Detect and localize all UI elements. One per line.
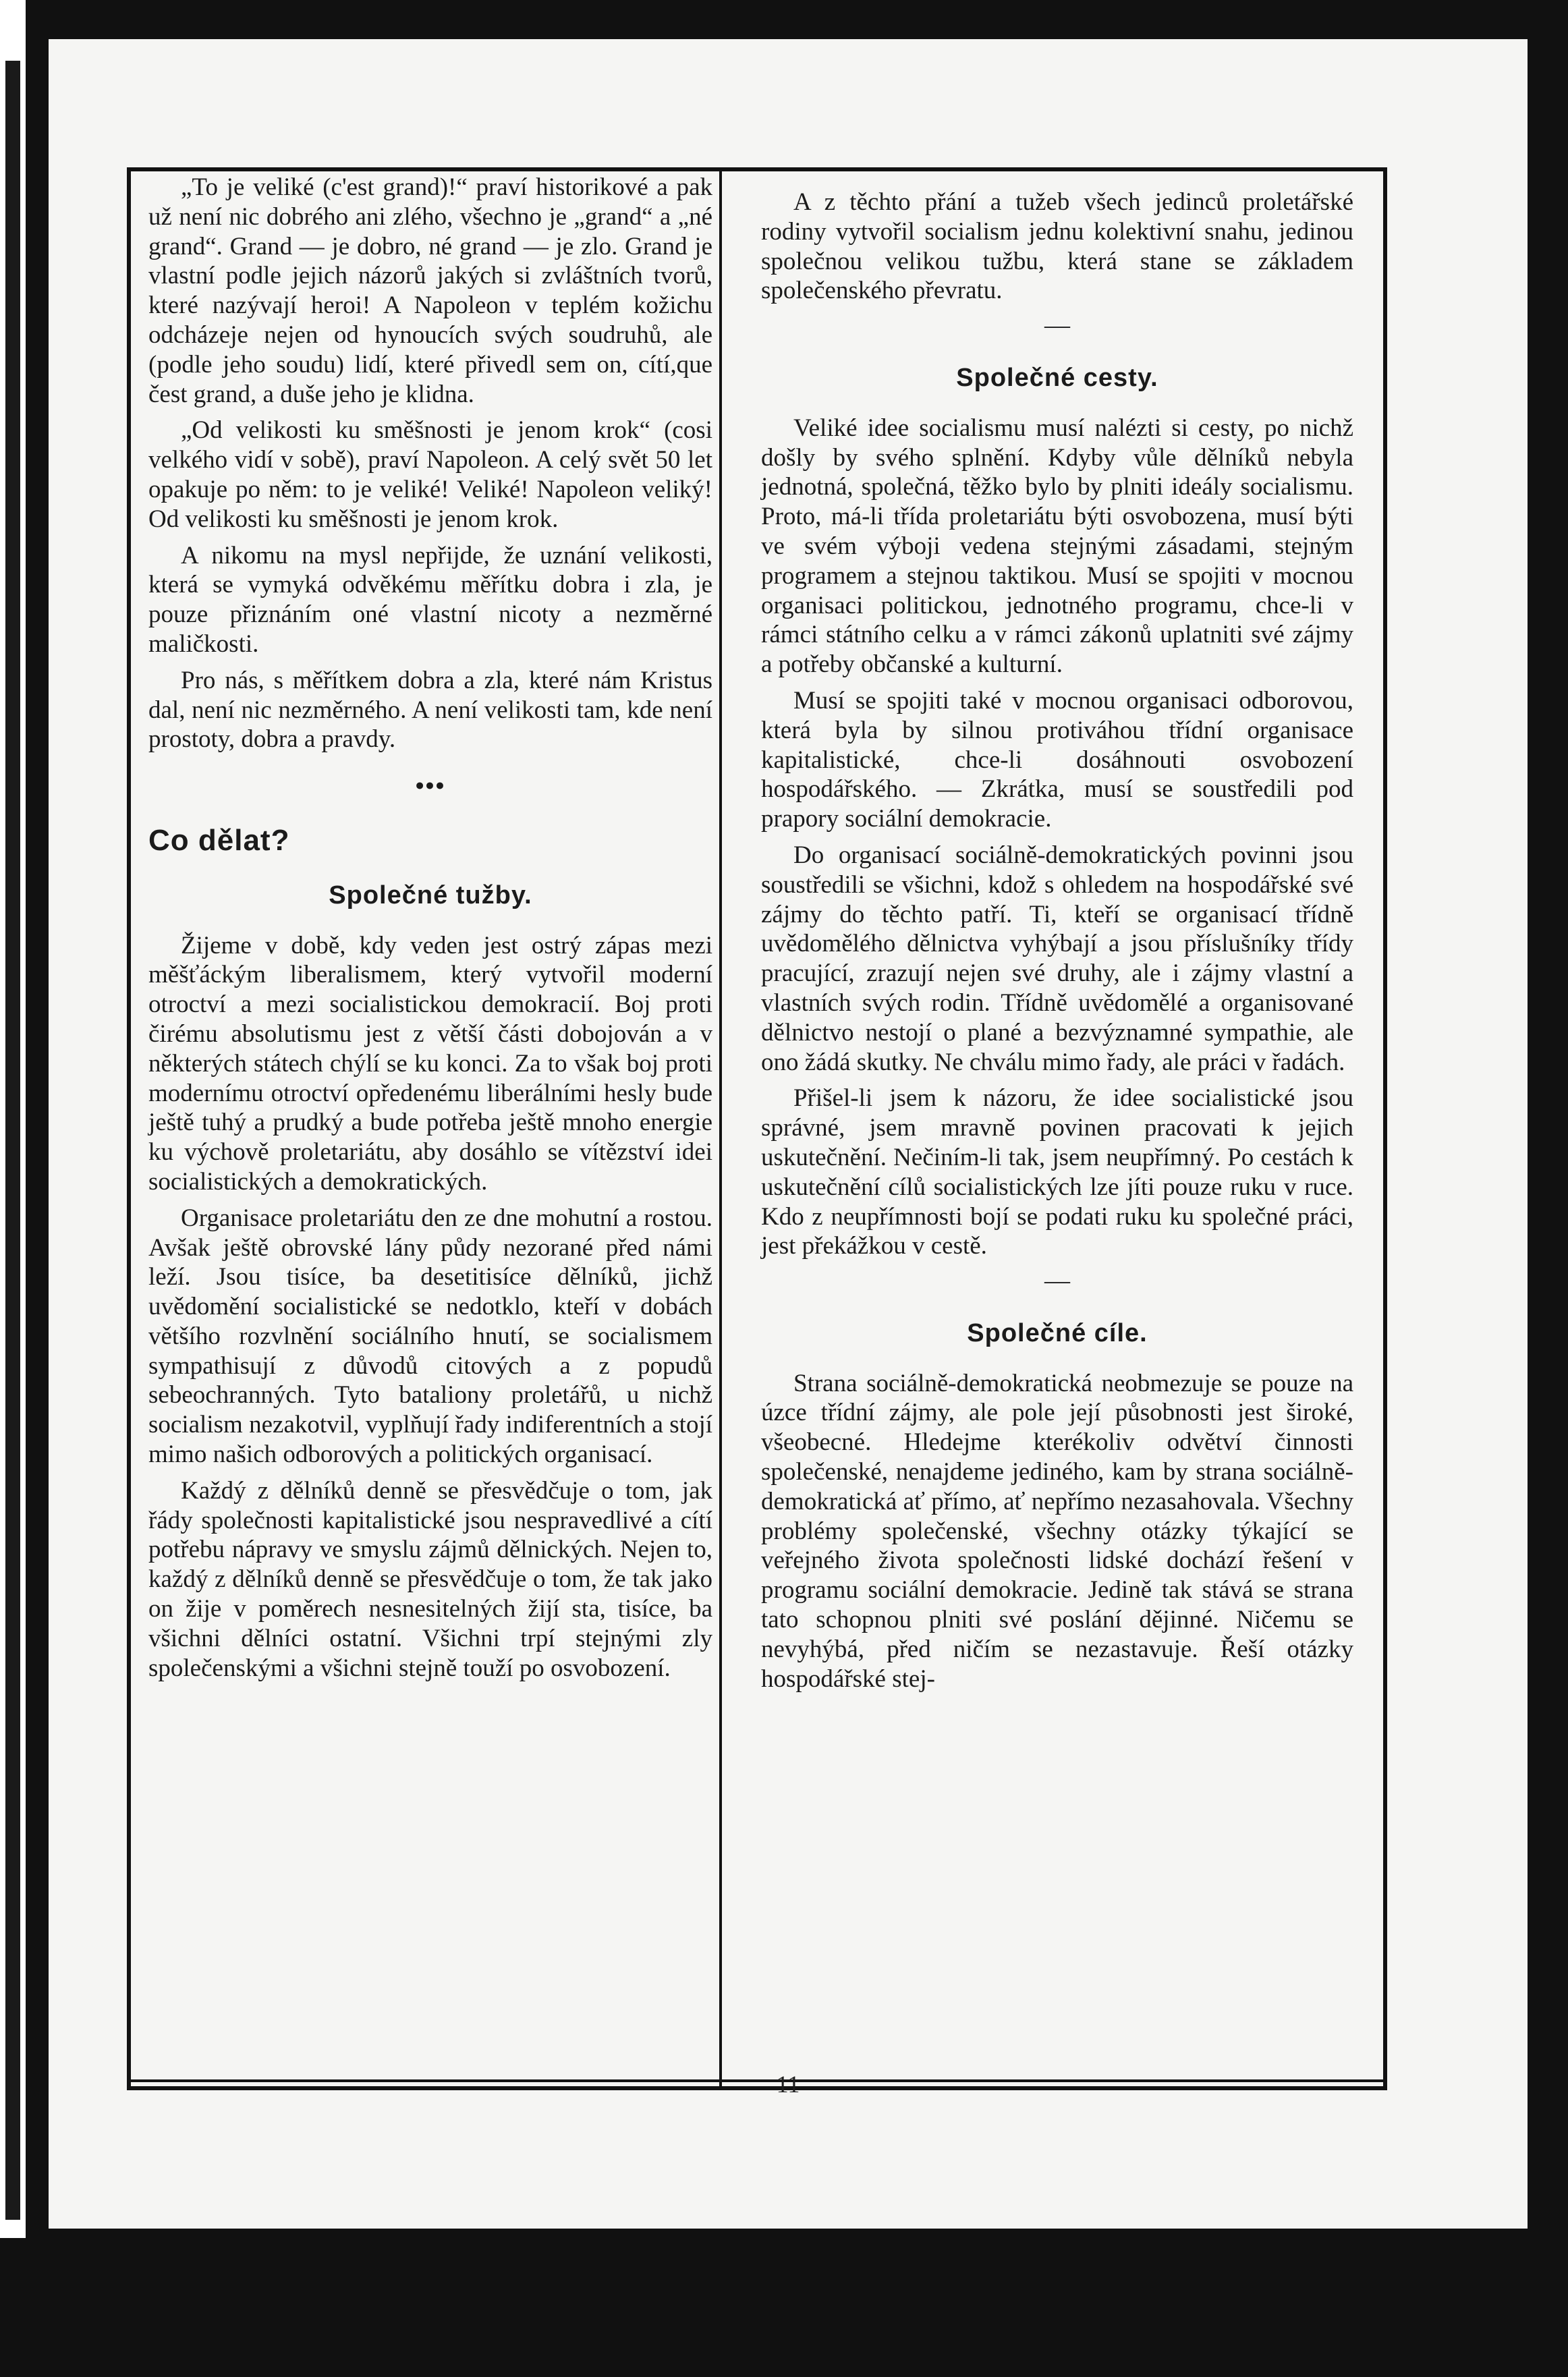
page-number: 11 [776, 2071, 800, 2098]
section-separator: — [1044, 311, 1070, 340]
column-divider [719, 171, 722, 2086]
paragraph: Žijeme v době, kdy veden jest ostrý zápas mezi měšťáckým liberalismem, který vytvořil moderní otroctví a mezi socialistickou demokracií. Boj proti čirému absolutismu jest z větší části dobojován a v některých státech chýlí se ku konci. Za to však boj proti modernímu otroctví opředenému liberálními hesly bude ještě tuhý a prudký a bude potřeba ještě mnoho energie ku výchově proletariátu, aby dosáhlo se vítězství idei socialistických a demokratických. [148, 931, 712, 1196]
section-separator: — [1044, 1266, 1070, 1295]
section-heading: Společné cesty. [956, 363, 1158, 392]
adjacent-page-edge [0, 0, 26, 2238]
right-column [761, 39, 1353, 2377]
section-ornament: ••• [415, 773, 446, 801]
book-spine-shadow [5, 61, 20, 2220]
paragraph: A z těchto přání a tužeb všech jedinců proletářské rodiny vytvořil socialism jednu kolektivní snahu, jedinou společnou velikou tužbu, která stane se základem společenského převratu. [761, 188, 1353, 305]
paragraph: Přišel-li jsem k názoru, že idee socialistické jsou správné, jsem mravně povinen pracovati k jejich uskutečnění. Nečiním-li tak, jsem neupřímný. Po cestách k uskutečnění cílů socialistických lze jíti pouze ruku v ruce. Kdo z neupřímnosti bojí se podati ruku ku společné práci, jest překážkou v cestě. [761, 1084, 1353, 1260]
paragraph: Každý z dělníků denně se přesvědčuje o tom, jak řády společnosti kapitalistické jsou nespravedlivé a cítí potřebu nápravy ve smyslu zájmů dělnických. Nejen to, každý z dělníků denně se přesvědčuje o tom, že tak jako on žije v poměrech nesnesitelných žijí sta, tisíce, ba všichni dělníci ostatní. Všichni trpí stejnými zly společenskými a všichni stejně touží po osvobození. [148, 1476, 712, 1682]
paragraph: Organisace proletariátu den ze dne mohutní a rostou. Avšak ještě obrovské lány půdy nezorané před námi leží. Jsou tisíce, ba desetitisíce dělníků, jichž uvědomění socialistické se nedotklo, kteří v dobách většího rozvlnění sociálního hnutí, se socialismem sympathisují z důvodů citových a z popudů sebeochranných. Tyto bataliony proletářů, u nichž socialism nezakotvil, vyplňují řady indiferentních a stojí mimo našich odborových a politických organisací. [148, 1204, 712, 1469]
paragraph: A nikomu na mysl nepřijde, že uznání velikosti, která se vymyká odvěkému měřítku dobra i zla, je pouze přiznáním oné vlastní nicoty a nezměrné maličkosti. [148, 541, 712, 658]
left-column [148, 39, 712, 2362]
paragraph: Veliké idee socialismu musí nalézti si cesty, po nichž došly by svého splnění. Kdyby vůle dělníků nebyla jednotná, společná, těžko bylo by plniti ideály socialismu. Proto, má-li třída proletariátu býti osvobozena, musí býti ve svém výboji vedena stejnými zásadami, stejným programem a stejnou taktikou. Musí se spojiti v mocnou organisaci politickou, jednotného programu, chce-li v rámci státního celku a v rámci zákonů uplatniti své zájmy a potřeby občanské a kulturní. [761, 414, 1353, 679]
paragraph: Pro nás, s měřítkem dobra a zla, které nám Kristus dal, není nic nezměrného. A není velikosti tam, kde není prostoty, dobra a pravdy. [148, 666, 712, 754]
paragraph: „Od velikosti ku směšnosti je jenom krok“ (cosi velkého vidí v sobě), praví Napoleon. A celý svět 50 let opakuje po něm: to je veliké! Veliké! Napoleon veliký! Od velikosti ku směšnosti je jenom krok. [148, 416, 712, 533]
paragraph: Do organisací sociálně-demokratických povinni jsou soustředili se všichni, kdož s ohledem na hospodářské své zájmy do těchto patří. Ti, kteří se organisací třídně uvědomělého dělnictva vyhýbají a jsou příslušníky třídy pracující, zrazují nejen své druhy, ale i zájmy vlastní a vlastních svých rodin. Třídně uvědomělé a organisované dělnictvo nestojí o plané a bezvýznamné sympathie, ale ono žádá skutky. Ne chválu mimo řady, ale práci v řadách. [761, 841, 1353, 1076]
section-heading: Společné cíle. [967, 1318, 1148, 1347]
document-page [49, 39, 1528, 2229]
paragraph: Musí se spojiti také v mocnou organisaci odborovou, která byla by silnou protiváhou třídní organisace kapitalistické, chce-li dosáhnouti osvobození hospodářského. — Zkrátka, musí se soustředili pod prapory sociální demokracie. [761, 686, 1353, 833]
paragraph: „To je veliké (c'est grand)!“ praví historikové a pak už není nic dobrého ani zlého, všechno je „grand“ a „né grand“. Grand — je dobro, né grand — je zlo. Grand je vlastní podle jejich názorů jakých si zvláštních tvorů, které nazývají heroi! A Napoleon v teplém kožichu odcházeje nejen od hynoucích svých soudruhů, ale (podle jeho soudu) lidí, které přivedl sem on, cítí,que čest grand, a duše jeho je klidna. [148, 173, 712, 408]
article-title: Co dělat? [148, 823, 290, 857]
section-heading: Společné tužby. [329, 880, 532, 910]
paragraph: Strana sociálně-demokratická neobmezuje se pouze na úzce třídní zájmy, ale pole její působnosti jest široké, všeobecné. Hledejme kterékoliv odvětví činnosti společenské, nenajdeme jediného, kam by strana sociálně-demokratická ať přímo, ať nepřímo nezasahovala. Všechny problémy společenské, všechny otázky týkající se veřejného života společnosti lidské dochází řešení v programu sociální demokracie. Jedině tak stává se strana tato schopnou plniti své poslání dějinné. Ničemu se nevyhýbá, před ničím se nezastavuje. Řeší otázky hospodářské stej- [761, 1369, 1353, 1693]
